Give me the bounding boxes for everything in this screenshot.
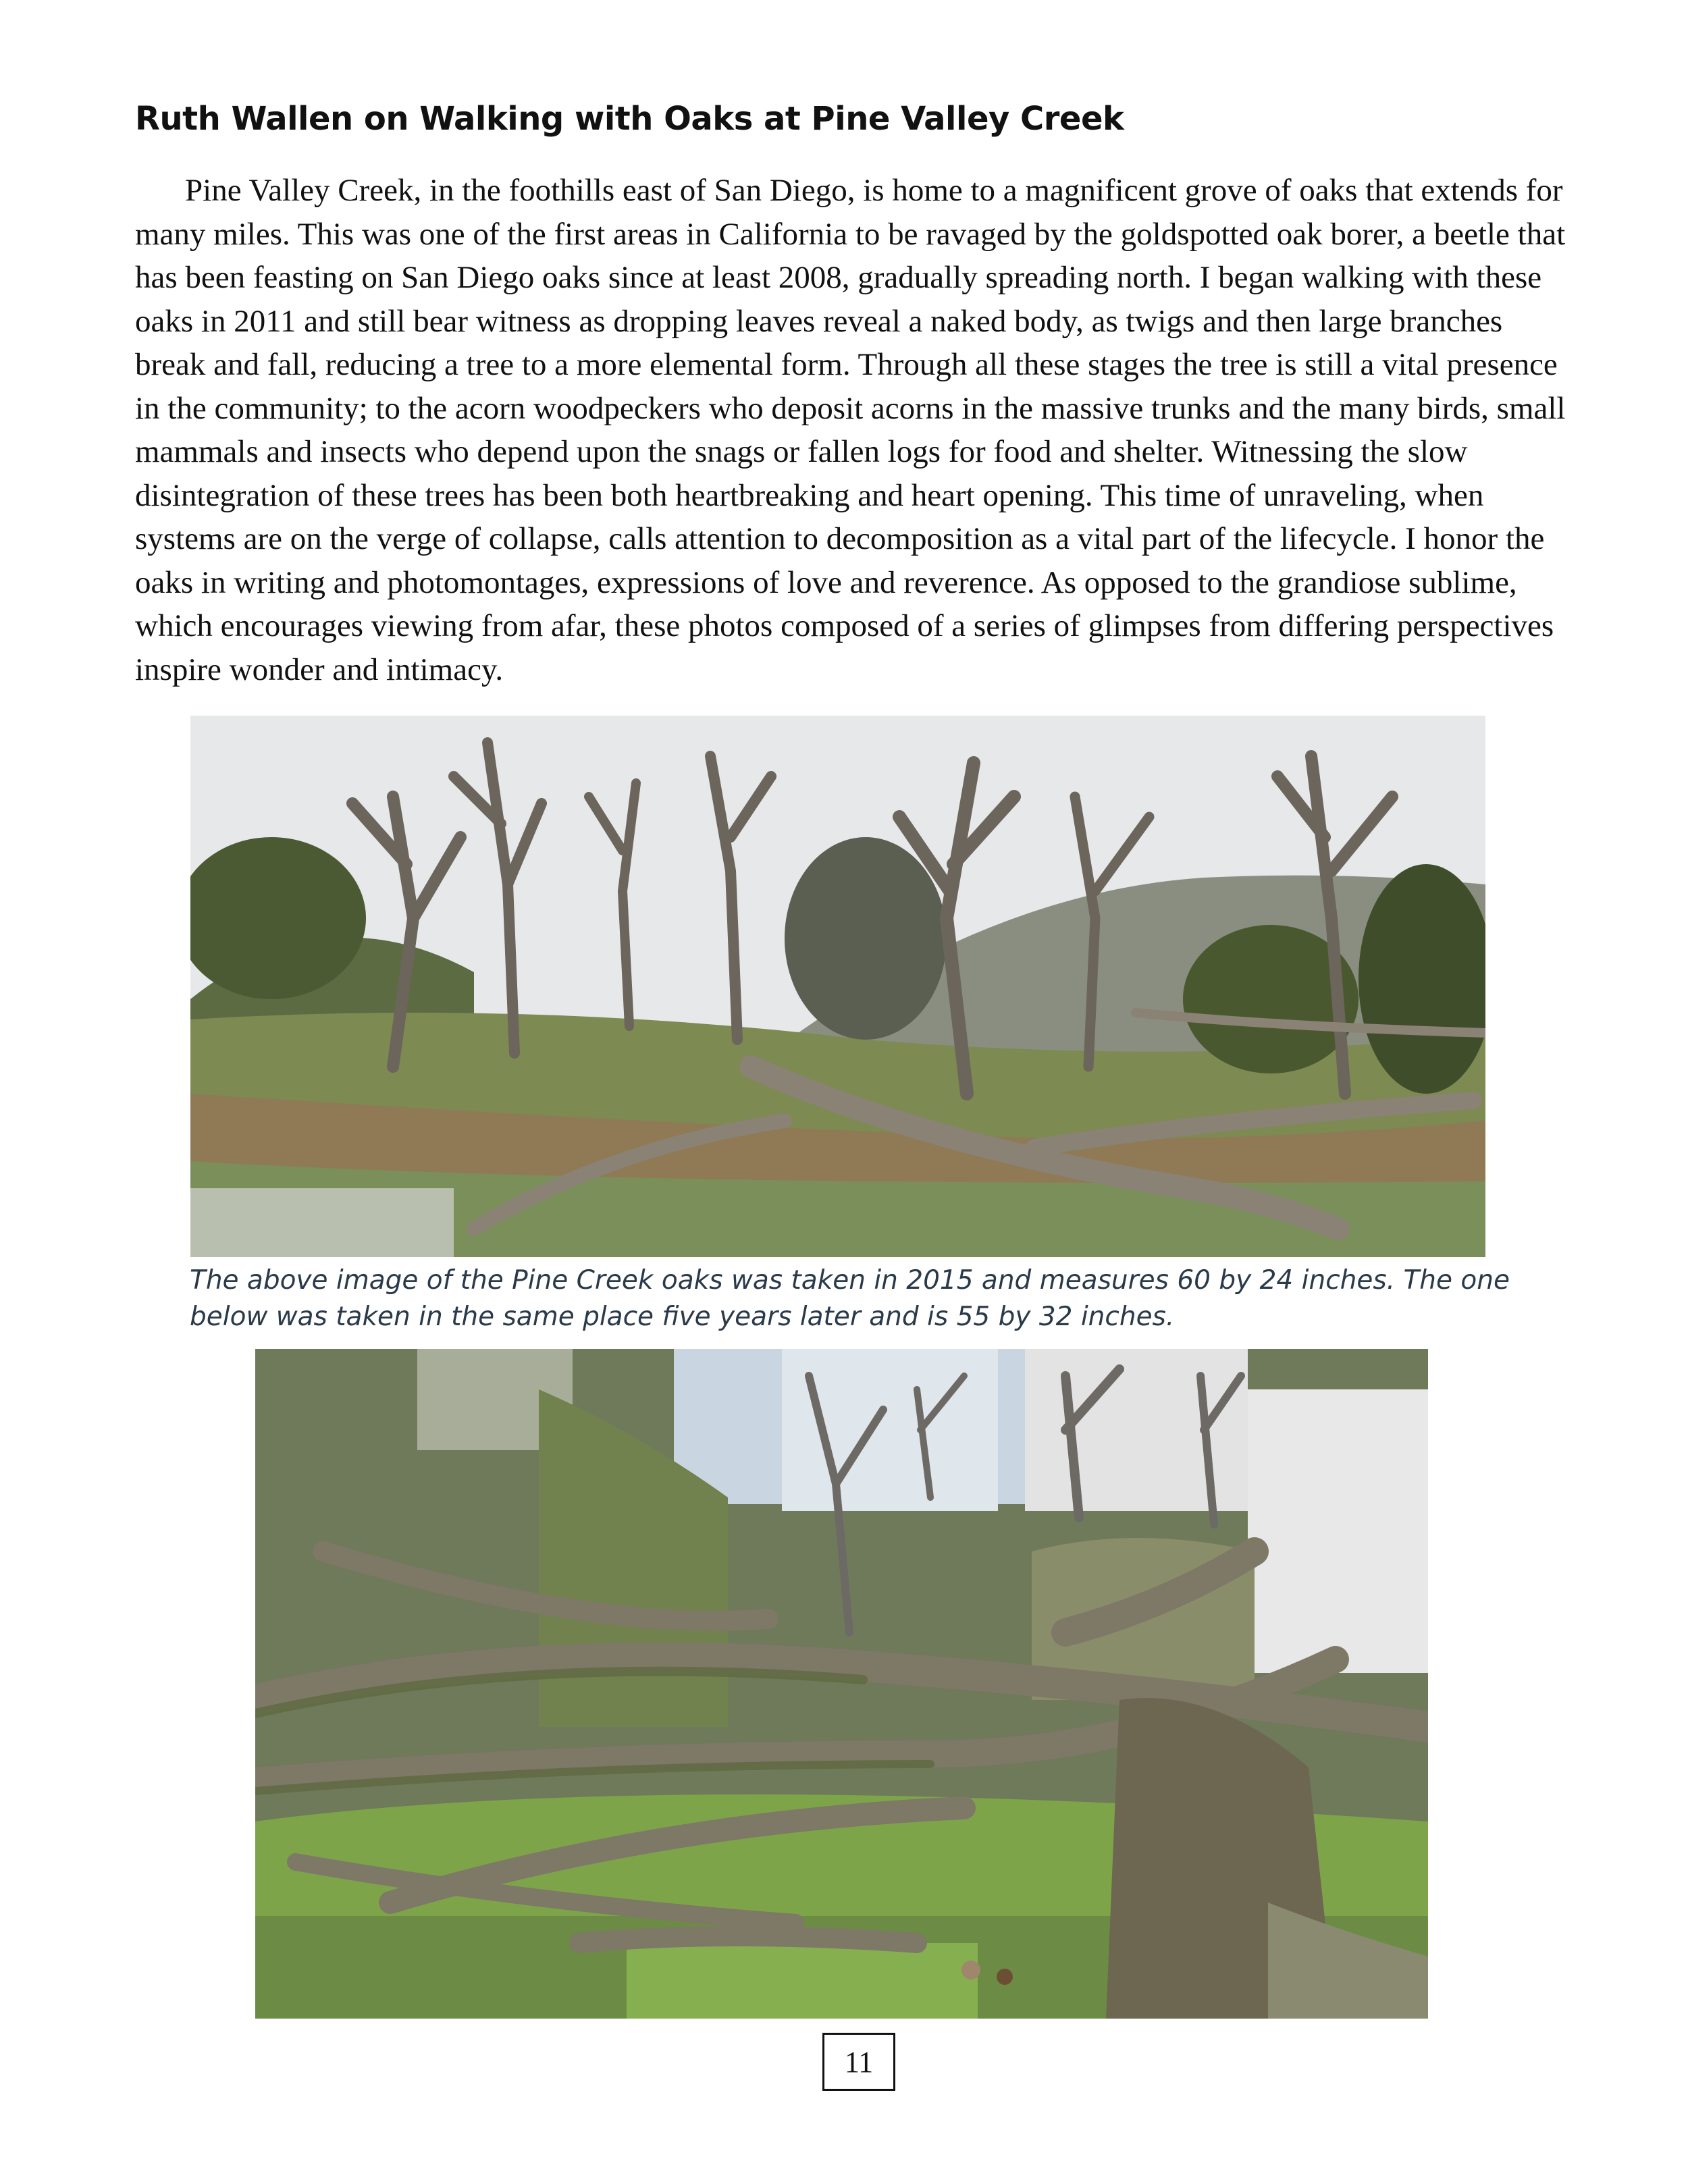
photo-caption: The above image of the Pine Creek oaks was taken in 2015 and measures 60 by 24 inches. The one below was taken in the same place five years later and is 55 by 32 inches. <box>190 1265 1510 1332</box>
page-title: Ruth Wallen on Walking with Oaks at Pine Valley Creek <box>135 100 1124 138</box>
oak-grove-photomontage-2015 <box>190 716 1485 1257</box>
oak-grove-photomontage-2020 <box>255 1349 1428 2019</box>
body-paragraph: Pine Valley Creek, in the foothills east of San Diego, is home to a magnificent grove of oaks that extends for many miles. This was one of the first areas in California to be ravaged by the goldspotted oak borer, a beetle that has been feasting on San Diego oaks since at least 2008, gradually spreading north. I began walking with these oaks in 2011 and still bear witness as dropping leaves reveal a naked body, as twigs and then large branches break and fall, reducing a tree to a more elemental form. Through all these stages the tree is still a vital presence in the community; to the acorn woodpeckers who deposit acorns in the massive trunks and the many birds, small mammals and insects who depend upon the snags or fallen logs for food and shelter. Witnessing the slow disintegration of these trees has been both heartbreaking and heart opening. This time of unraveling, when systems are on the verge of collapse, calls attention to decomposition as a vital part of the lifecycle. I honor the oaks in writing and photomontages, expressions of love and reverence. As opposed to the grandiose sublime, which encourages viewing from afar, these photos composed of a series of glimpses from differing perspectives inspire wonder and intimacy. <box>135 173 1566 687</box>
page-number: 11 <box>822 2033 895 2091</box>
